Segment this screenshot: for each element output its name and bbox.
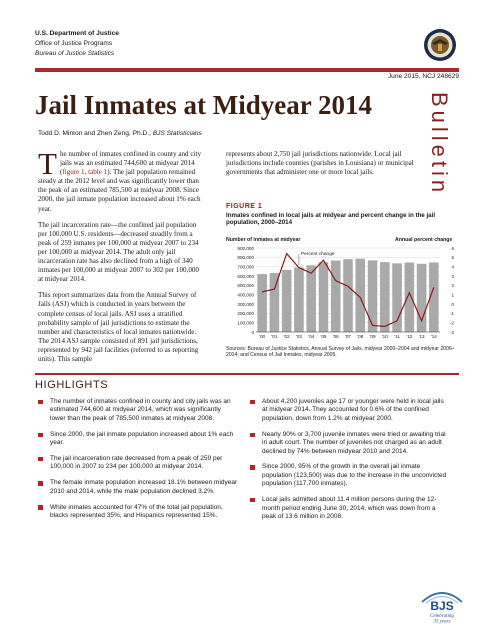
chart-ytick-right: -3 <box>449 329 454 335</box>
chart-ytick-right: 0 <box>451 301 454 307</box>
chart-xtick: '14 <box>430 334 437 339</box>
dropcap: T <box>38 146 57 181</box>
logo-text: BJS <box>430 599 454 613</box>
paragraph-1 <box>38 146 205 214</box>
agency-department: U.S. Department of Justice <box>35 30 119 37</box>
figure-1-chart <box>226 244 460 344</box>
highlights-right-column <box>250 398 450 529</box>
figure-source: Sources: Bureau of Justice Statistics, Annual Survey of Jails, midyear 2000–2004 and midyear 2006–2014; and Census of Jail Inmates, midyear 2005. <box>226 346 455 359</box>
highlight-text: Local jails admitted about 11.4 million persons during the 12-month period ending June 30, 2014, which was down from a peak of 13.6 million in 2008. <box>262 496 437 520</box>
chart-bar <box>294 267 304 332</box>
highlight-item <box>38 504 238 521</box>
chart-bar <box>282 270 292 332</box>
chart-xtick: '06 <box>332 334 339 339</box>
body-column-left <box>38 146 205 371</box>
chart-ytick-left: 500,000 <box>237 283 254 289</box>
p1-before: he number of inmates confined in county and city jails was an estimated 744,600 at midyear 2014 ( <box>59 150 201 177</box>
highlight-item <box>250 496 450 521</box>
chart-ylabel-left: Number of inmates at midyear <box>226 237 301 243</box>
chart-xtick: '09 <box>369 334 376 339</box>
dateline: June 2015, NCJ 248629 <box>387 73 459 80</box>
paragraph-2: The jail incarceration rate—the confined jail population per 100,000 U.S. residents—decreased steadily from a peak of 259 inmates per 100,000 at midyear 2007 to 234 per 100,000 at midyear 2014. The adult only jail incarceration rate has also declined from a high of 340 inmates per 100,000 at midyear 2007 to 302 per 100,000 at midyear 2014. <box>38 220 199 284</box>
figure-reference-link[interactable]: figure 1, table 1 <box>62 168 108 177</box>
chart-ytick-right: 6 <box>451 245 454 251</box>
chart-bar <box>319 262 329 332</box>
chart-bar <box>343 259 353 332</box>
agency-block <box>35 29 119 59</box>
chart-xtick: '10 <box>381 334 388 339</box>
series-label-text: Bulletin <box>427 92 452 197</box>
highlight-text: The jail incarceration rate decreased from a peak of 259 per 100,000 in 2007 to 234 per 100,000 at midyear 2014. <box>50 455 223 471</box>
logo-tagline-1: Celebrating <box>430 614 454 619</box>
highlight-text: The number of inmates confined in county and city jails was an estimated 744,600 at midyear 2014, which was significantly lower than the peak of 785,500 inmates at midyear 2008. <box>50 398 231 422</box>
chart-bar <box>306 265 316 332</box>
chart-xtick: '07 <box>345 334 351 339</box>
chart-ytick-left: 100,000 <box>237 320 254 326</box>
chart-ytick-left: 300,000 <box>237 301 254 307</box>
agency-office: Office of Justice Programs <box>35 40 113 47</box>
highlight-text: Since 2000, the jail inmate population increased about 1% each year. <box>50 430 234 447</box>
bullet-square-icon <box>38 433 43 438</box>
agency-bureau: Bureau of Justice Statistics <box>35 50 115 57</box>
chart-ytick-left: 200,000 <box>237 311 254 317</box>
chart-xtick: '00 <box>259 334 266 339</box>
chart-ytick-left: 0 <box>251 329 254 335</box>
chart-ytick-right: 4 <box>451 264 454 270</box>
chart-xtick: '03 <box>295 334 302 339</box>
chart-xtick: '12 <box>406 334 413 339</box>
chart-bar <box>405 263 415 332</box>
chart-ytick-right: 1 <box>451 292 454 298</box>
highlight-item <box>250 398 450 423</box>
chart-ytick-right: -2 <box>449 320 454 326</box>
bjs-logo <box>418 582 466 624</box>
bullet-square-icon <box>250 400 255 405</box>
bullet-square-icon <box>38 505 43 510</box>
header-rule <box>35 68 459 72</box>
highlight-item <box>250 463 450 488</box>
highlights-rule <box>35 373 459 375</box>
bullet-square-icon <box>250 433 255 438</box>
highlight-text: About 4,200 juveniles age 17 or younger were held in local jails at midyear 2014. They accounted for 0.6% of the confined population, down from 1.2% at midyear 2000. <box>262 398 444 422</box>
authors <box>38 130 202 137</box>
highlight-text: Nearly 90% or 3,700 juvenile inmates were tried or awaiting trial in adult court. The number of juveniles not charged as an adult declined by 74% between midyear 2010 and 2014. <box>262 430 446 455</box>
chart-ytick-right: -1 <box>449 311 454 317</box>
chart-ytick-left: 800,000 <box>237 255 254 261</box>
chart-ylabel-right: Annual percent change <box>395 237 453 243</box>
chart-bar <box>368 260 378 332</box>
chart-bar <box>270 273 280 332</box>
chart-bar <box>331 261 341 332</box>
bullet-square-icon <box>38 457 43 462</box>
series-label <box>425 84 465 204</box>
doj-seal-icon <box>423 28 457 62</box>
highlight-text: Since 2000, 95% of the growth in the overall jail inmate population (123,500) was due to the increase in the unconvicted population (117,700 inmates). <box>262 463 447 488</box>
highlight-item <box>38 398 238 423</box>
bullet-square-icon <box>250 465 255 470</box>
chart-ytick-right: 3 <box>451 273 454 279</box>
highlight-item <box>38 431 238 448</box>
bullet-square-icon <box>250 498 255 503</box>
body-column-right-top: represents about 2,750 jail jurisdictions nationwide. Local jail jurisdictions include counties (parishes in Louisiana) or municipal governments that administer one or more local jails. <box>226 150 414 177</box>
highlight-item <box>38 455 238 472</box>
chart-ytick-right: 2 <box>451 283 454 289</box>
chart-xtick: '04 <box>308 334 315 339</box>
highlight-item <box>250 431 450 456</box>
bullet-square-icon <box>38 481 43 486</box>
chart-xtick: '01 <box>271 334 278 339</box>
p1-after: ). The jail population remained steady at the 2012 level and was significantly lower than the peak of an estimated 785,500 at midyear 2008. Since 2000, the jail inmate population increased about 1% each year. <box>38 168 201 213</box>
chart-xtick: '05 <box>320 334 327 339</box>
chart-xtick: '11 <box>394 334 400 339</box>
highlight-text: White inmates accounted for 47% of the total jail population, blacks represented 35%, and Hispanics represented 15%. <box>50 503 223 520</box>
page-title: Jail Inmates at Midyear 2014 <box>35 90 372 120</box>
chart-ytick-left: 900,000 <box>237 245 254 251</box>
bullet-square-icon <box>38 400 43 405</box>
chart-xtick: '02 <box>283 334 290 339</box>
figure-label: FIGURE 1 <box>226 203 263 210</box>
logo-tagline-2: 35 years <box>433 619 451 624</box>
chart-ytick-right: 5 <box>451 255 454 261</box>
paragraph-3: This report summarizes data from the Annual Survey of Jails (ASJ) which is conducted in years between the complete census of local jails. ASJ uses a stratified probability sample of jail jurisdictions to estimate the number and characteristics of local inmates nationwide. The 2014 ASJ sample consisted of 891 jail jurisdictions, represented by 942 jail facilities (referred to as reporting units). This sample <box>38 291 199 363</box>
chart-xtick: '13 <box>418 334 425 339</box>
chart-bar <box>257 274 267 332</box>
chart-xtick: '08 <box>357 334 364 339</box>
chart-bar <box>380 262 390 332</box>
author-role: BJS Statisticians <box>152 130 202 137</box>
chart-ytick-left: 600,000 <box>237 273 254 279</box>
chart-annotation: Percent change <box>300 252 335 257</box>
chart-ytick-left: 700,000 <box>237 264 254 270</box>
highlight-item <box>38 479 238 496</box>
highlights-left-column <box>38 398 238 528</box>
chart-bar <box>355 259 365 332</box>
chart-ytick-left: 400,000 <box>237 292 254 298</box>
author-names: Todd D. Minton and Zhen Zeng, Ph.D., <box>38 130 151 137</box>
highlight-text: The female inmate population increased 18.1% between midyear 2010 and 2014, while the male population declined 3.2%. <box>50 479 238 495</box>
figure-caption: Inmates confined in local jails at midyear and percent change in the jail population, 2000–2014 <box>226 212 436 227</box>
highlights-title: HIGHLIGHTS <box>35 379 109 391</box>
